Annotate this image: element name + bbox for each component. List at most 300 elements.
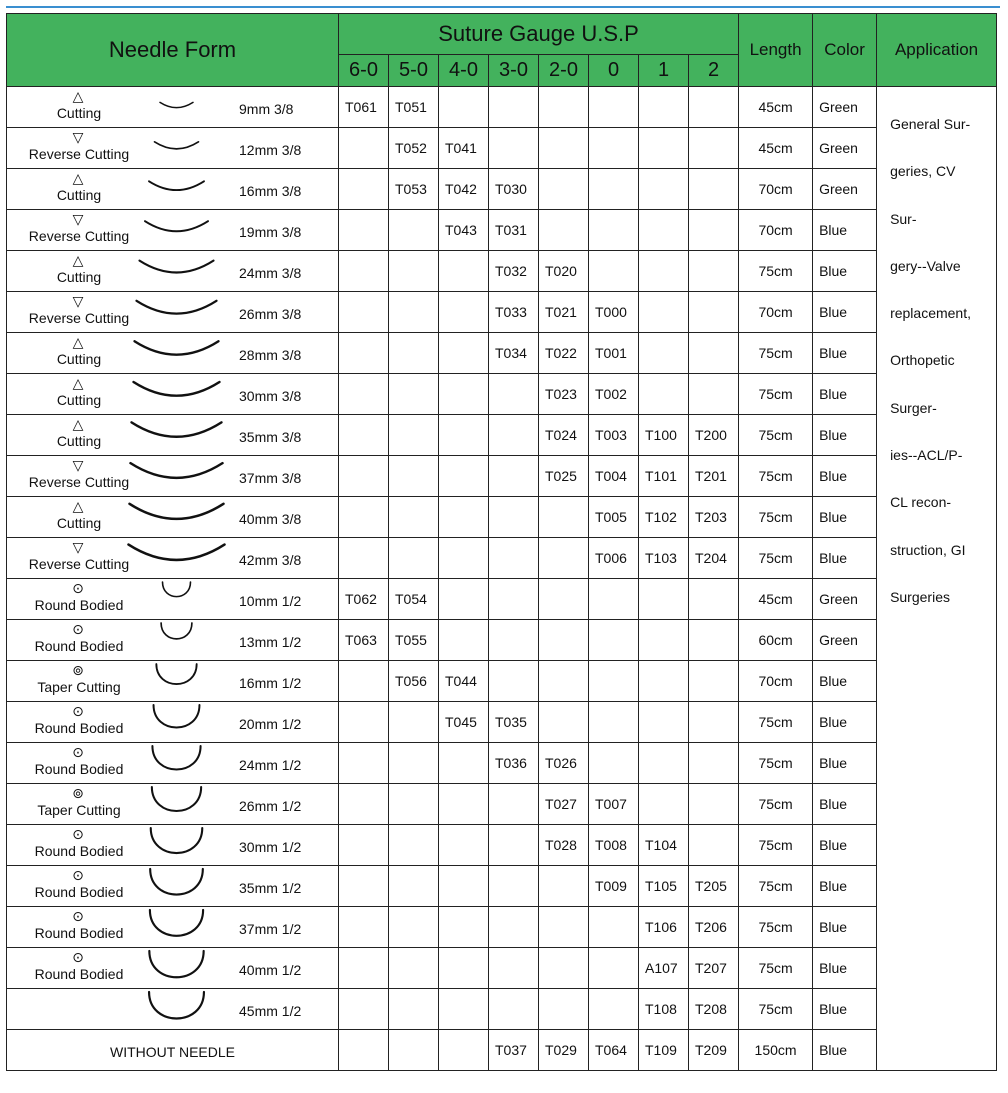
length-cell: 70cm: [739, 169, 813, 210]
round-bodied-icon: ⊙: [72, 703, 84, 719]
reverse-cutting-icon: ▽: [72, 129, 84, 145]
product-code-cell: [389, 702, 439, 743]
product-code-cell: T031: [489, 210, 539, 251]
needle-form-cell: [7, 251, 339, 292]
length-cell: 45cm: [739, 579, 813, 620]
length-cell: 75cm: [739, 456, 813, 497]
needle-curve-icon: [119, 128, 234, 168]
product-code-cell: T204: [689, 538, 739, 579]
product-code-cell: [489, 456, 539, 497]
product-code-cell: [339, 866, 389, 907]
color-header: Color: [813, 14, 877, 87]
cutting-icon: △: [72, 170, 84, 186]
table-row: [7, 866, 997, 907]
needle-size-label: 30mm 3/8: [239, 388, 302, 404]
product-code-cell: [689, 292, 739, 333]
needle-size-label: 45mm 1/2: [239, 1003, 302, 1019]
needle-curve-icon: [119, 702, 234, 742]
table-row: [7, 989, 997, 1030]
product-code-cell: [439, 866, 489, 907]
needle-curve-icon: [119, 415, 234, 455]
product-code-cell: [689, 128, 739, 169]
product-code-cell: [339, 702, 389, 743]
product-code-cell: [689, 169, 739, 210]
round-bodied-icon: ⊙: [72, 908, 84, 924]
color-cell: Blue: [813, 743, 877, 784]
gauge-header-6-0: 6-0: [339, 55, 389, 87]
product-code-cell: [539, 128, 589, 169]
product-code-cell: [389, 1030, 439, 1071]
application-text-line: CL recon-: [890, 494, 952, 511]
needle-type-label: Cutting: [56, 433, 102, 449]
needle-type-label: Round Bodied: [34, 843, 124, 859]
needle-form-cell: [7, 169, 339, 210]
product-code-cell: [439, 87, 489, 128]
application-text-line: Sur-: [890, 210, 917, 227]
product-code-cell: T208: [689, 989, 739, 1030]
product-code-cell: [439, 907, 489, 948]
product-code-cell: [339, 251, 389, 292]
application-text-line: Surger-: [890, 399, 937, 416]
product-code-cell: T032: [489, 251, 539, 292]
color-cell: Blue: [813, 210, 877, 251]
product-code-cell: [589, 87, 639, 128]
product-code-cell: [689, 210, 739, 251]
table-row: [7, 374, 997, 415]
product-code-cell: T106: [639, 907, 689, 948]
needle-form-header: Needle Form: [7, 14, 339, 87]
product-code-cell: [339, 415, 389, 456]
needle-size-label: 16mm 1/2: [239, 675, 302, 691]
product-code-cell: [539, 169, 589, 210]
product-code-cell: [589, 251, 639, 292]
product-code-cell: [339, 743, 389, 784]
needle-form-cell: [7, 374, 339, 415]
color-cell: Green: [813, 87, 877, 128]
reverse-cutting-icon: ▽: [72, 293, 84, 309]
product-code-cell: [389, 866, 439, 907]
product-code-cell: T056: [389, 661, 439, 702]
product-code-cell: T022: [539, 333, 589, 374]
product-code-cell: T051: [389, 87, 439, 128]
table-row: [7, 907, 997, 948]
needle-curve-icon: [119, 538, 234, 578]
gauge-header-5-0: 5-0: [389, 55, 439, 87]
product-code-cell: [389, 743, 439, 784]
product-code-cell: T041: [439, 128, 489, 169]
product-code-cell: [339, 538, 389, 579]
gauge-header-2: 2: [689, 55, 739, 87]
needle-form-cell: [7, 415, 339, 456]
product-code-cell: [439, 374, 489, 415]
product-code-cell: T100: [639, 415, 689, 456]
product-code-cell: T101: [639, 456, 689, 497]
table-row: [7, 415, 997, 456]
product-code-cell: [689, 374, 739, 415]
needle-form-cell: [7, 866, 339, 907]
product-code-cell: [339, 989, 389, 1030]
product-code-cell: [439, 415, 489, 456]
suture-gauge-header: Suture Gauge U.S.P: [339, 14, 739, 55]
needle-size-label: 40mm 1/2: [239, 962, 302, 978]
product-code-cell: [489, 989, 539, 1030]
length-cell: 75cm: [739, 374, 813, 415]
product-code-cell: T036: [489, 743, 539, 784]
length-cell: 75cm: [739, 866, 813, 907]
needle-size-label: 24mm 1/2: [239, 757, 302, 773]
needle-form-cell: [7, 620, 339, 661]
product-code-cell: [689, 661, 739, 702]
product-code-cell: [689, 702, 739, 743]
product-code-cell: [439, 538, 489, 579]
length-cell: 70cm: [739, 210, 813, 251]
product-code-cell: [689, 825, 739, 866]
product-code-cell: [439, 456, 489, 497]
product-code-cell: [389, 374, 439, 415]
product-code-cell: [339, 948, 389, 989]
product-code-cell: [389, 907, 439, 948]
product-code-cell: [639, 128, 689, 169]
application-text-line: replacement,: [890, 305, 971, 322]
needle-curve-icon: [119, 825, 234, 865]
product-code-cell: [689, 251, 739, 292]
color-cell: Blue: [813, 456, 877, 497]
needle-type-label: Cutting: [56, 105, 102, 121]
length-cell: 70cm: [739, 661, 813, 702]
product-code-cell: [489, 497, 539, 538]
needle-type-label: Cutting: [56, 351, 102, 367]
needle-type-label: Reverse Cutting: [28, 556, 130, 572]
product-code-cell: [639, 210, 689, 251]
needle-size-label: 24mm 3/8: [239, 265, 302, 281]
needle-form-cell: [7, 989, 339, 1030]
needle-type-label: Reverse Cutting: [28, 310, 130, 326]
needle-form-cell: [7, 702, 339, 743]
product-code-cell: T009: [589, 866, 639, 907]
product-code-cell: [439, 579, 489, 620]
table-row: [7, 538, 997, 579]
product-code-cell: [589, 743, 639, 784]
product-code-cell: [589, 579, 639, 620]
product-code-cell: [539, 497, 589, 538]
needle-form-cell: [7, 456, 339, 497]
product-code-cell: T207: [689, 948, 739, 989]
product-code-cell: [339, 825, 389, 866]
round-bodied-icon: ⊙: [72, 580, 84, 596]
color-cell: Blue: [813, 1030, 877, 1071]
needle-curve-icon: [119, 87, 234, 127]
needle-form-cell: [7, 579, 339, 620]
product-code-cell: [389, 292, 439, 333]
product-code-cell: [639, 743, 689, 784]
application-text-line: gery--Valve: [890, 257, 961, 274]
product-code-cell: [539, 661, 589, 702]
needle-type-label: Cutting: [56, 515, 102, 531]
product-code-cell: [489, 784, 539, 825]
product-code-cell: T108: [639, 989, 689, 1030]
needle-curve-icon: [119, 210, 234, 250]
product-code-cell: T002: [589, 374, 639, 415]
product-code-cell: [539, 210, 589, 251]
product-code-cell: [339, 169, 389, 210]
product-code-cell: T003: [589, 415, 639, 456]
reverse-cutting-icon: ▽: [72, 457, 84, 473]
needle-type-label: Round Bodied: [34, 597, 124, 613]
product-code-cell: T200: [689, 415, 739, 456]
color-cell: Blue: [813, 661, 877, 702]
product-code-cell: [439, 743, 489, 784]
color-cell: Blue: [813, 948, 877, 989]
product-code-cell: [539, 866, 589, 907]
cutting-icon: △: [72, 498, 84, 514]
product-code-cell: [589, 210, 639, 251]
product-code-cell: [589, 907, 639, 948]
product-code-cell: [339, 292, 389, 333]
length-cell: 60cm: [739, 620, 813, 661]
needle-form-cell: [7, 825, 339, 866]
product-code-cell: [339, 1030, 389, 1071]
needle-form-cell: [7, 661, 339, 702]
product-code-cell: [389, 784, 439, 825]
needle-type-label: Round Bodied: [34, 638, 124, 654]
product-code-cell: [439, 251, 489, 292]
needle-type-label: Round Bodied: [34, 925, 124, 941]
product-code-cell: T004: [589, 456, 639, 497]
reverse-cutting-icon: ▽: [72, 539, 84, 555]
color-cell: Blue: [813, 374, 877, 415]
product-code-cell: T063: [339, 620, 389, 661]
taper-cutting-icon: ⊚: [72, 662, 84, 678]
product-code-cell: [639, 620, 689, 661]
needle-size-label: 37mm 3/8: [239, 470, 302, 486]
product-code-cell: [489, 661, 539, 702]
length-cell: 75cm: [739, 825, 813, 866]
table-row: [7, 743, 997, 784]
product-code-cell: [389, 989, 439, 1030]
length-cell: 75cm: [739, 497, 813, 538]
product-code-cell: [589, 702, 639, 743]
product-code-cell: [589, 128, 639, 169]
product-code-cell: [589, 661, 639, 702]
color-cell: Blue: [813, 702, 877, 743]
color-cell: Blue: [813, 784, 877, 825]
product-code-cell: T102: [639, 497, 689, 538]
gauge-header-1: 1: [639, 55, 689, 87]
product-code-cell: T064: [589, 1030, 639, 1071]
color-cell: Green: [813, 620, 877, 661]
product-code-cell: T025: [539, 456, 589, 497]
application-header: Application: [877, 14, 997, 87]
round-bodied-icon: ⊙: [72, 621, 84, 637]
product-code-cell: [539, 907, 589, 948]
product-code-cell: [339, 128, 389, 169]
product-code-cell: [489, 538, 539, 579]
color-cell: Blue: [813, 538, 877, 579]
needle-form-cell: [7, 497, 339, 538]
needle-curve-icon: [119, 743, 234, 783]
product-code-cell: T103: [639, 538, 689, 579]
product-code-cell: [439, 948, 489, 989]
product-code-cell: [689, 784, 739, 825]
product-code-cell: [439, 989, 489, 1030]
product-code-cell: T020: [539, 251, 589, 292]
product-code-cell: [339, 784, 389, 825]
product-code-cell: T055: [389, 620, 439, 661]
needle-size-label: 16mm 3/8: [239, 183, 302, 199]
length-cell: 75cm: [739, 415, 813, 456]
needle-form-cell: [7, 743, 339, 784]
table-row: [7, 169, 997, 210]
table-row: [7, 784, 997, 825]
needle-form-cell: [7, 292, 339, 333]
product-code-cell: [639, 661, 689, 702]
product-code-cell: [689, 333, 739, 374]
needle-size-label: 13mm 1/2: [239, 634, 302, 650]
table-row: [7, 702, 997, 743]
product-code-cell: T104: [639, 825, 689, 866]
product-code-cell: T021: [539, 292, 589, 333]
product-code-cell: [689, 87, 739, 128]
product-code-cell: [339, 661, 389, 702]
needle-curve-icon: [119, 456, 234, 496]
length-cell: 75cm: [739, 538, 813, 579]
without-needle-label: WITHOUT NEEDLE: [110, 1044, 235, 1060]
gauge-header-3-0: 3-0: [489, 55, 539, 87]
product-code-cell: T024: [539, 415, 589, 456]
round-bodied-icon: ⊙: [72, 867, 84, 883]
color-cell: Blue: [813, 415, 877, 456]
product-code-cell: [489, 415, 539, 456]
needle-type-label: Reverse Cutting: [28, 146, 130, 162]
product-code-cell: [539, 948, 589, 989]
product-code-cell: [589, 948, 639, 989]
color-cell: Blue: [813, 333, 877, 374]
product-code-cell: [639, 292, 689, 333]
round-bodied-icon: ⊙: [72, 744, 84, 760]
product-code-cell: [489, 374, 539, 415]
needle-type-label: Taper Cutting: [37, 679, 121, 695]
product-code-cell: [689, 743, 739, 784]
product-code-cell: [339, 497, 389, 538]
needle-size-label: 10mm 1/2: [239, 593, 302, 609]
length-cell: 75cm: [739, 251, 813, 292]
product-code-cell: [639, 784, 689, 825]
needle-curve-icon: [119, 620, 234, 660]
table-body: [7, 87, 997, 1071]
needle-curve-icon: [119, 169, 234, 209]
needle-curve-icon: [119, 866, 234, 906]
product-code-cell: T006: [589, 538, 639, 579]
product-code-cell: [389, 210, 439, 251]
table-row: [7, 456, 997, 497]
length-cell: 75cm: [739, 907, 813, 948]
product-code-cell: [539, 87, 589, 128]
application-text-line: Surgeries: [890, 588, 950, 605]
product-code-cell: T035: [489, 702, 539, 743]
round-bodied-icon: ⊙: [72, 826, 84, 842]
product-code-cell: [439, 825, 489, 866]
product-code-cell: [489, 948, 539, 989]
color-cell: Blue: [813, 497, 877, 538]
length-cell: 150cm: [739, 1030, 813, 1071]
needle-size-label: 20mm 1/2: [239, 716, 302, 732]
color-cell: Blue: [813, 825, 877, 866]
product-code-cell: T037: [489, 1030, 539, 1071]
table-row: [7, 948, 997, 989]
product-code-cell: T109: [639, 1030, 689, 1071]
product-code-cell: [689, 620, 739, 661]
product-code-cell: [339, 374, 389, 415]
product-code-cell: [589, 989, 639, 1030]
needle-size-label: 28mm 3/8: [239, 347, 302, 363]
needle-type-label: Cutting: [56, 187, 102, 203]
product-code-cell: [639, 579, 689, 620]
product-code-cell: T001: [589, 333, 639, 374]
needle-form-cell: [7, 87, 339, 128]
product-code-cell: [439, 1030, 489, 1071]
product-code-cell: [539, 989, 589, 1030]
cutting-icon: △: [72, 252, 84, 268]
top-rule: [6, 6, 1000, 8]
application-cell: [877, 87, 997, 1071]
product-code-cell: T033: [489, 292, 539, 333]
product-code-cell: T007: [589, 784, 639, 825]
needle-curve-icon: [119, 661, 234, 701]
table-row: [7, 579, 997, 620]
table-row: [7, 825, 997, 866]
product-code-cell: [589, 169, 639, 210]
product-code-cell: [339, 333, 389, 374]
product-code-cell: T030: [489, 169, 539, 210]
needle-form-cell: [7, 907, 339, 948]
product-code-cell: [489, 907, 539, 948]
color-cell: Blue: [813, 907, 877, 948]
cutting-icon: △: [72, 334, 84, 350]
product-code-cell: T026: [539, 743, 589, 784]
length-cell: 75cm: [739, 333, 813, 374]
table-row: [7, 251, 997, 292]
needle-curve-icon: [119, 374, 234, 414]
product-code-cell: [639, 87, 689, 128]
product-code-cell: [489, 620, 539, 661]
length-cell: 45cm: [739, 128, 813, 169]
product-code-cell: [439, 333, 489, 374]
needle-size-label: 35mm 1/2: [239, 880, 302, 896]
product-code-cell: [489, 866, 539, 907]
product-code-cell: [639, 702, 689, 743]
product-code-cell: [389, 333, 439, 374]
product-code-cell: [539, 702, 589, 743]
needle-type-label: Round Bodied: [34, 720, 124, 736]
needle-form-cell: [7, 538, 339, 579]
table-row: [7, 497, 997, 538]
table-row: [7, 661, 997, 702]
round-bodied-icon: ⊙: [72, 949, 84, 965]
product-code-cell: [339, 907, 389, 948]
cutting-icon: △: [72, 375, 84, 391]
needle-curve-icon: [119, 579, 234, 619]
needle-curve-icon: [119, 948, 234, 988]
needle-size-label: 12mm 3/8: [239, 142, 302, 158]
color-cell: Blue: [813, 989, 877, 1030]
needle-form-cell: [7, 1030, 339, 1071]
product-code-cell: [339, 210, 389, 251]
product-code-cell: [389, 497, 439, 538]
product-code-cell: T042: [439, 169, 489, 210]
product-code-cell: [389, 825, 439, 866]
needle-size-label: 26mm 1/2: [239, 798, 302, 814]
product-code-cell: T045: [439, 702, 489, 743]
